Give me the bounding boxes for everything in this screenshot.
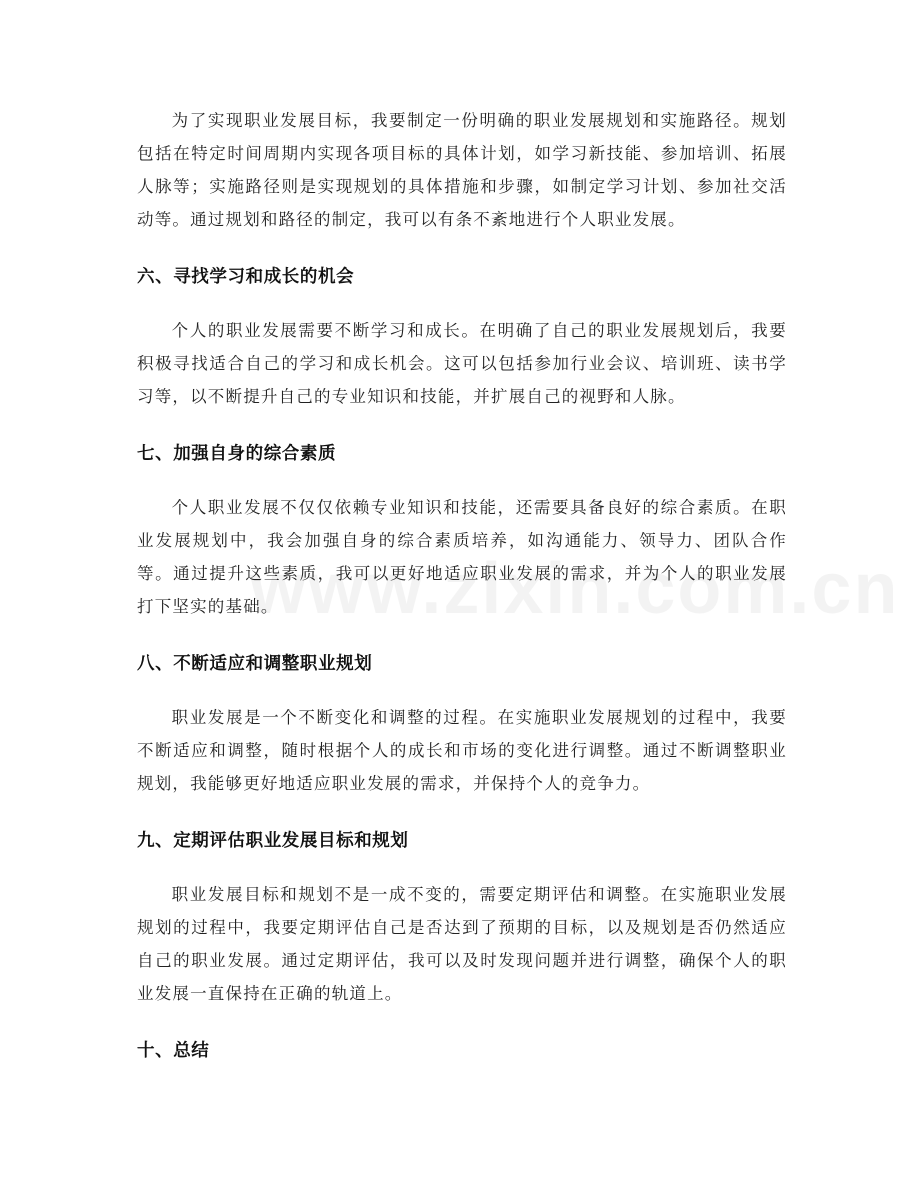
paragraph-section-9: 职业发展目标和规划不是一成不变的，需要定期评估和调整。在实施职业发展规划的过程中，我要定期评估自己是否达到了预期的目标，以及规划是否仍然适应自己的职业发展。通过定期评估，我可以及时发现问题并进行调整，确保个人的职业发展一直保持在正确的轨道上。 (137, 885, 787, 1003)
paragraph-section-6: 个人的职业发展需要不断学习和成长。在明确了自己的职业发展规划后，我要积极寻找适合自己的学习和成长机会。这可以包括参加行业会议、培训班、读书学习等，以不断提升自己的专业知识和技能，并扩展自己的视野和人脉。 (137, 321, 787, 406)
heading-section-7: 七、加强自身的综合素质 (137, 444, 337, 464)
heading-section-9: 九、定期评估职业发展目标和规划 (137, 831, 409, 851)
heading-section-6: 六、寻找学习和成长的机会 (137, 267, 355, 287)
paragraph-section-8: 职业发展是一个不断变化和调整的过程。在实施职业发展规划的过程中，我要不断适应和调整，随时根据个人的成长和市场的变化进行调整。通过不断调整职业规划，我能够更好地适应职业发展的需求，并保持个人的竞争力。 (137, 708, 787, 793)
paragraph-planning-path: 为了实现职业发展目标，我要制定一份明确的职业发展规划和实施路径。规划包括在特定时间周期内实现各项目标的具体计划，如学习新技能、参加培训、拓展人脉等；实施路径则是实现规划的具体措施和步骤，如制定学习计划、参加社交活动等。通过规划和路径的制定，我可以有条不紊地进行个人职业发展。 (137, 111, 787, 229)
heading-section-10: 十、总结 (137, 1041, 210, 1061)
heading-section-8: 八、不断适应和调整职业规划 (137, 654, 373, 674)
paragraph-section-7: 个人职业发展不仅仅依赖专业知识和技能，还需要具备良好的综合素质。在职业发展规划中，我会加强自身的综合素质培养，如沟通能力、领导力、团队合作等。通过提升这些素质，我可以更好地适应职业发展的需求，并为个人的职业发展打下坚实的基础。 (137, 498, 787, 616)
document-body (137, 104, 787, 1066)
